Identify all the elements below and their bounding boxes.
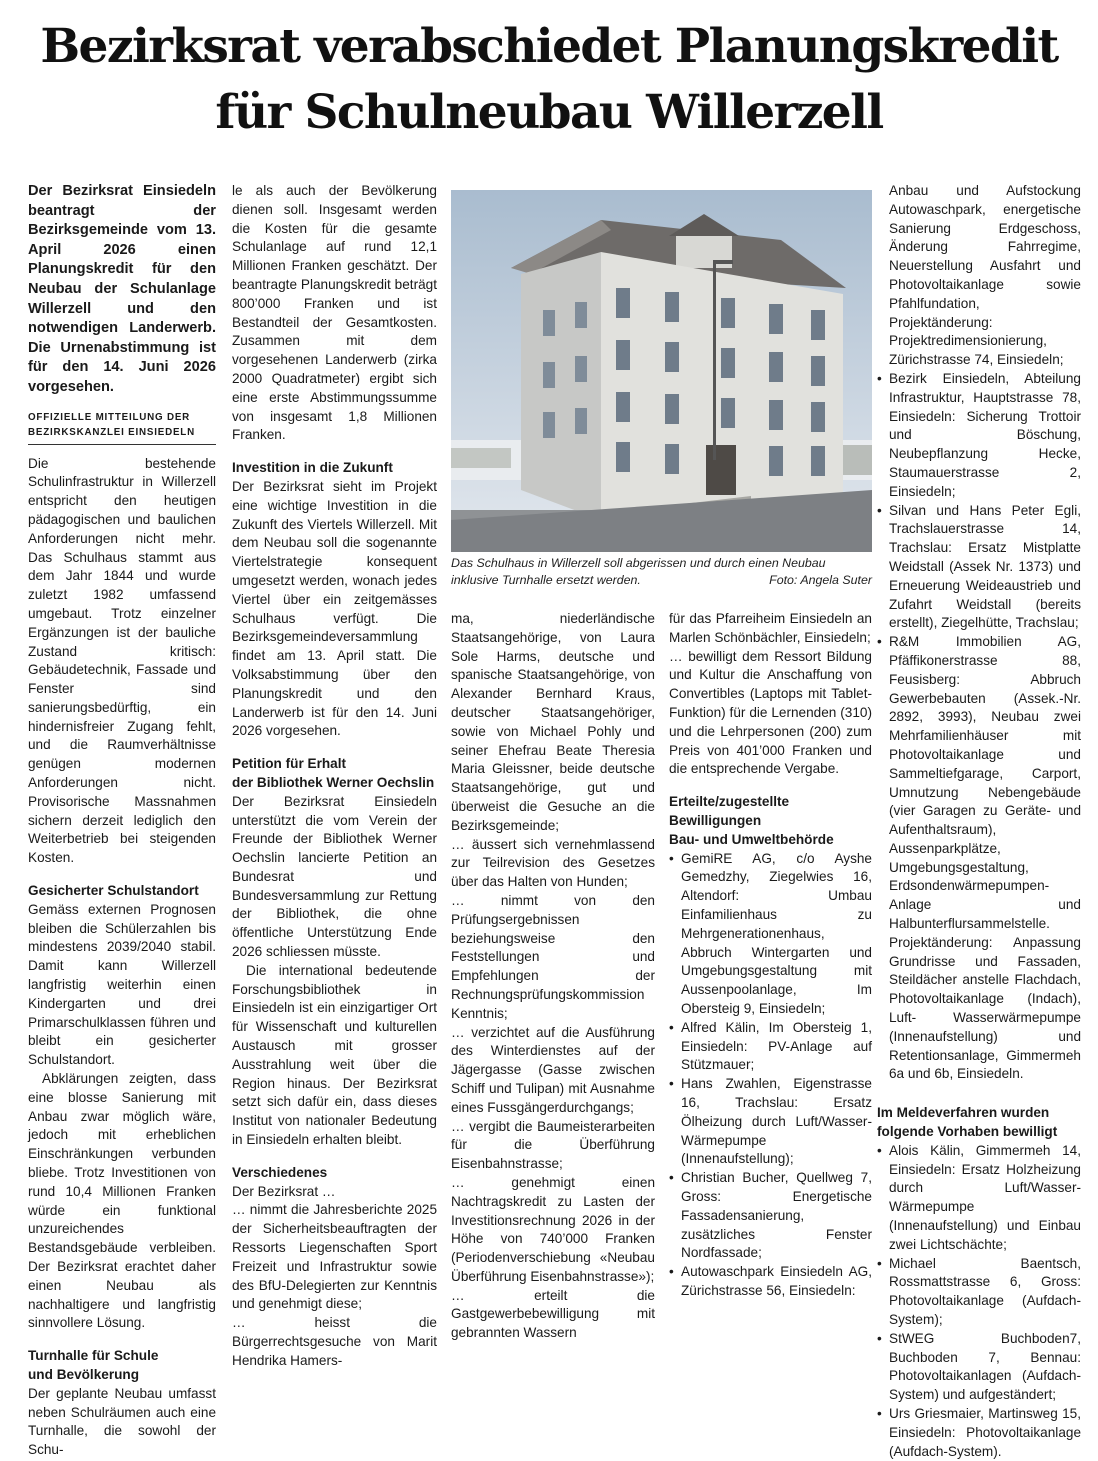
paragraph: ma, niederländische Staatsangehörige, von Laura Sole Harms, deutsche und spanische Staatsangehörige, von Alexander Bernhard Kraus, deutscher Staatsangehöriger, sowie von Michael Pohly und seiner Ehefrau Beate Theresia Maria Gleissner, beide deutsche Staatsangehörige, gut und überweist die Gesuche an die Bezirksgemeinde; (451, 611, 655, 833)
subheading-line-1: Im Meldeverfahren wurden (877, 1105, 1050, 1121)
subheading-line-2: folgende Vorhaben bewilligt (877, 1124, 1058, 1140)
column-1-text (28, 182, 216, 1460)
subheading-line-2: der Bibliothek Werner Oechslin (232, 774, 435, 790)
list-item: • StWEG Buchboden7, Buchboden 7, Bennau: Photovoltaikanlagen (Aufdach-System) und aufgeständert; (877, 1330, 1081, 1405)
paragraph: Gemäss externen Prognosen bleiben die Schülerzahlen bis mindestens 2039/2040 stabil. Damit kann Willerzell langfristig weiterhin einen Kindergarten und drei Primarschulklassen führen und bleibt ein gesicherter Schulstandort. (28, 901, 216, 1068)
headline (0, 14, 1098, 146)
permit-list (877, 370, 1081, 1084)
permit-list (669, 850, 872, 1301)
list-item: • R&M Immobilien AG, Pfäffikonerstrasse 88, Feusisberg: Abbruch Gewerbebauten (Assek.-Nr. 2892, 3993), Neubau zwei Mehrfamilienhäuser mit Photovoltaikanlage und Sammeltiefgarage, Carport, Umnutzung Nebengebäude (vier Garagen zu Geräte- und Aufenthaltsraum), Aussenparkplätze, Umgebungsgestaltung, Erdsondenwärmepumpen-Anlage und Halbunterflursammelstelle. Projektänderung: Anpassung Grundrisse und Fassaden, Steildächer anstelle Flachdach, Photovoltaikanlage (Indach), Luft- Wasserwärmepumpe (Innenaufstellung) und Retentionsanlage, Gimmermeh 6a und 6b, Einsiedeln. (877, 633, 1081, 1084)
paragraph: Der Bezirksrat … (232, 1183, 336, 1199)
list-item: • GemiRE AG, c/o Ayshe Gemedzhy, Ziegelwies 16, Altendorf: Umbau Einfamilienhaus zu Mehrgenerationenhaus, Abbruch Wintergarten und Umgebungsgestaltung mit Aussenpoolanlage, Im Obersteig 9, Einsiedeln; (669, 850, 872, 1019)
list-item: • Urs Griesmaier, Martinsweg 15, Einsiedeln: Photovoltaikanlage (Aufdach-System). (877, 1405, 1081, 1461)
column-2-text (232, 182, 437, 1371)
list-item: • Christian Bucher, Quellweg 7, Gross: Energetische Fassadensanierung, zusätzliches Fenster Nordfassade; (669, 1169, 872, 1263)
paragraph: Der Bezirksrat sieht im Projekt eine wichtige Investition in die Zukunft des Viertels Willerzell. Mit dem Neubau soll die sogenannte Viertelstrategie konsequent umgesetzt werden, wonach jedes Viertel über ein zeitgemässes Schulhaus verfügt. Die Bezirksgemeindeversammlung findet am 13. April statt. Die Volksabstimmung über den Planungskredit und den Landerwerb ist für den 14. Juni 2026 vorgesehen. (232, 478, 437, 739)
paragraph: Anbau und Aufstockung Autowaschpark, energetische Sanierung Erdgeschoss, Änderung Fahrregime, Neuerstellung Ausfahrt und Photovoltaikanlage sowie Pfahlfundation, Projektänderung: Projektredimensionierung, Zürichstrasse 74, Einsiedeln; (889, 183, 1081, 368)
subheading (877, 1104, 1081, 1142)
subheading: Investition in die Zukunft (232, 460, 393, 476)
column-4-text (669, 610, 872, 1301)
paragraph: Die international bedeutende Forschungsbibliothek in Einsiedeln ist ein einzigartiger Ort für Wissenschaft und kulturellen Austausch mit grosser Ausstrahlung weit über die Region hinaus. Der Bezirksrat setzt sich dafür ein, dass dieses Institut von nationaler Bedeutung in Einsiedeln erhalten bleibt. (232, 962, 437, 1148)
list-item: • Silvan und Hans Peter Egli, Trachslauerstrasse 14, Trachslau: Ersatz Mistplatte Weidstall (Assek Nr. 1373) und Erneuerung Weideaustrieb und Zufahrt Weidstall (bereits erstellt), Ziegelhütte, Trachslau; (877, 502, 1081, 634)
paragraph: … genehmigt einen Nachtragskredit zu Lasten der Investitionsrechnung 2026 in der Höhe von 740’000 Franken (Periodenverschiebung «Neubau Überführung Eisenbahnstrasse»); (451, 1174, 655, 1284)
column-3-text (451, 610, 655, 1343)
subheading (669, 793, 872, 849)
photo-caption (451, 555, 872, 589)
paragraph: le als auch der Bevölkerung dienen soll. Insgesamt werden die Kosten für die gesamte Schulanlage auf rund 12,1 Millionen Franken geschätzt. Der beantragte Planungskredit beträgt 800’000 Franken und ist Bestandteil der Gesamtkosten. Zusammen mit dem vorgesehenen Landerwerb (zirka 2000 Quadratmeter) ergibt sich eine erste Abstimmungssumme von insgesamt 1,8 Millionen Franken. (232, 183, 437, 443)
schoolhouse-illustration (451, 190, 872, 552)
schoolhouse-photo (451, 190, 872, 552)
paragraph: … heisst die Bürgerrechtsgesuche von Marit Hendrika Hamers- (232, 1315, 437, 1368)
paragraph: … nimmt die Jahresberichte 2025 der Sicherheitsbeauftragten der Ressorts Liegenschaften Sport Freizeit und Infrastruktur sowie des BfU-Delegierten zur Kenntnis und genehmigt diese; (232, 1202, 437, 1312)
photo-credit: Foto: Angela Suter (769, 573, 872, 587)
paragraph: … verzichtet auf die Ausführung des Winterdienstes auf der Jägergasse (Gasse zwischen Schiff und Tulipan) mit Ausnahme eines Fussgängerdurchgangs; (451, 1024, 655, 1115)
subheading (28, 1347, 216, 1385)
paragraph: … erteilt die Gastgewerbebewilligung mit gebrannten Wassern (451, 1287, 655, 1341)
paragraph: … vergibt die Baumeisterarbeiten für die Überführung Eisenbahnstrasse; (451, 1118, 655, 1172)
lead-paragraph: Der Bezirksrat Einsiedeln beantragt der Bezirksgemeinde vom 13. April 2026 einen Planungskredit für den Neubau der Schulanlage Willerzell und den notwendigen Landerwerb. Die Urnenabstimmung ist für den 14. Juni 2026 vorgesehen. (28, 183, 216, 395)
paragraph: für das Pfarreiheim Einsiedeln an Marlen Schönbächler, Einsiedeln; (669, 611, 872, 645)
subheading: Verschiedenes (232, 1164, 328, 1180)
byline-line-1: OFFIZIELLE MITTEILUNG DER (28, 411, 191, 423)
headline-line-2: für Schulneubau Willerzell (215, 85, 883, 140)
paragraph: Die bestehende Schulinfrastruktur in Willerzell entspricht den heutigen pädagogischen und baulichen Anforderungen nicht mehr. Das Schulhaus stammt aus dem Jahr 1844 und wurde zuletzt 1982 umfassend umgebaut. Trotz einzelner Ergänzungen ist der bauliche Zustand kritisch: Gebäudetechnik, Fassade und Fenster sind sanierungsbedürftig, ein hindernisfreier Zugang fehlt, und die Raumverhältnisse genügen modernen Anforderungen nicht. Provisorische Massnahmen sichern derzeit lediglich den Weiterbetrieb bei steigenden Kosten. (28, 455, 216, 866)
subheading-line-2: Bewilligungen (669, 812, 762, 828)
subheading (232, 755, 437, 793)
paragraph: … bewilligt dem Ressort Bildung und Kultur die Anschaffung von Convertibles (Laptops mit Tablet-Funktion) für die Lernenden (310) und die Lehrpersonen (200) zum Preis von 401’000 Franken und die entsprechende Vergabe. (669, 648, 872, 777)
subheading-line-1: Erteilte/zugestellte (669, 794, 790, 810)
paragraph: … äussert sich vernehmlassend zur Teilrevision des Gesetzes über das Halten von Hunden; (451, 836, 655, 890)
paragraph: Abklärungen zeigten, dass eine blosse Sanierung mit Anbau zwar möglich wäre, jedoch mit erheblichen Einschränkungen verbunden bliebe. Trotz Investitionen von rund 10,4 Millionen Franken würde ein funktional unzureichendes Bestandsgebäude verbleiben. Der Bezirksrat erachtet daher einen Neubau als nachhaltigere und langfristig sinnvollere Lösung. (28, 1071, 216, 1331)
list-item: • Bezirk Einsiedeln, Abteilung Infrastruktur, Hauptstrasse 78, Einsiedeln: Sicherung Trottoir und Böschung, Neubepflanzung Hecke, Staumauerstrasse 2, Einsiedeln; (877, 370, 1081, 502)
list-item: • Alfred Kälin, Im Obersteig 1, Einsiedeln: PV-Anlage auf Stützmauer; (669, 1019, 872, 1075)
notification-list (877, 1142, 1081, 1461)
byline (28, 410, 216, 445)
list-item: • Michael Baentsch, Rossmattstrasse 6, Gross: Photovoltaikanlage (Aufdach-System); (877, 1255, 1081, 1330)
subheading-line-2: und Bevölkerung (28, 1366, 140, 1382)
column-5-text (877, 182, 1081, 1461)
subheading-line-3: Bau- und Umweltbehörde (669, 831, 834, 847)
list-item: • Hans Zwahlen, Eigenstrasse 16, Trachslau: Ersatz Ölheizung durch Luft/Wasser-Wärmepumpe (Innenaufstellung); (669, 1075, 872, 1169)
byline-line-2: BEZIRKSKANZLEI EINSIEDELN (28, 426, 195, 438)
subheading: Gesicherter Schulstandort (28, 883, 199, 899)
subheading-line-1: Turnhalle für Schule (28, 1348, 159, 1364)
paragraph: Der geplante Neubau umfasst neben Schulräumen auch eine Turnhalle, die sowohl der Schu- (28, 1385, 216, 1458)
list-item: • Autowaschpark Einsiedeln AG, Zürichstrasse 56, Einsiedeln: (669, 1263, 872, 1301)
subheading-line-1: Petition für Erhalt (232, 756, 347, 772)
list-item: • Alois Kälin, Gimmermeh 14, Einsiedeln: Ersatz Holzheizung durch Luft/Wasser-Wärmepumpe (Innenaufstellung) und Einbau zwei Lichtschächte; (877, 1142, 1081, 1255)
paragraph: … nimmt von den Prüfungsergebnissen beziehungsweise den Feststellungen und Empfehlungen der Rechnungsprüfungskommission Kenntnis; (451, 892, 655, 1021)
paragraph: Der Bezirksrat Einsiedeln unterstützt die vom Verein der Freunde der Bibliothek Werner Oechslin lancierte Petition an Bundesrat und Bundesversammlung zur Rettung der Bibliothek, die ohne öffentliche Unterstützung Ende 2026 schliessen müsste. (232, 793, 437, 960)
caption-text: Das Schulhaus in Willerzell soll abgerissen und durch einen Neubau inklusive Turnhalle ersetzt werden. (451, 556, 826, 587)
headline-line-1: Bezirksrat verabschiedet Planungskredit (40, 19, 1058, 74)
